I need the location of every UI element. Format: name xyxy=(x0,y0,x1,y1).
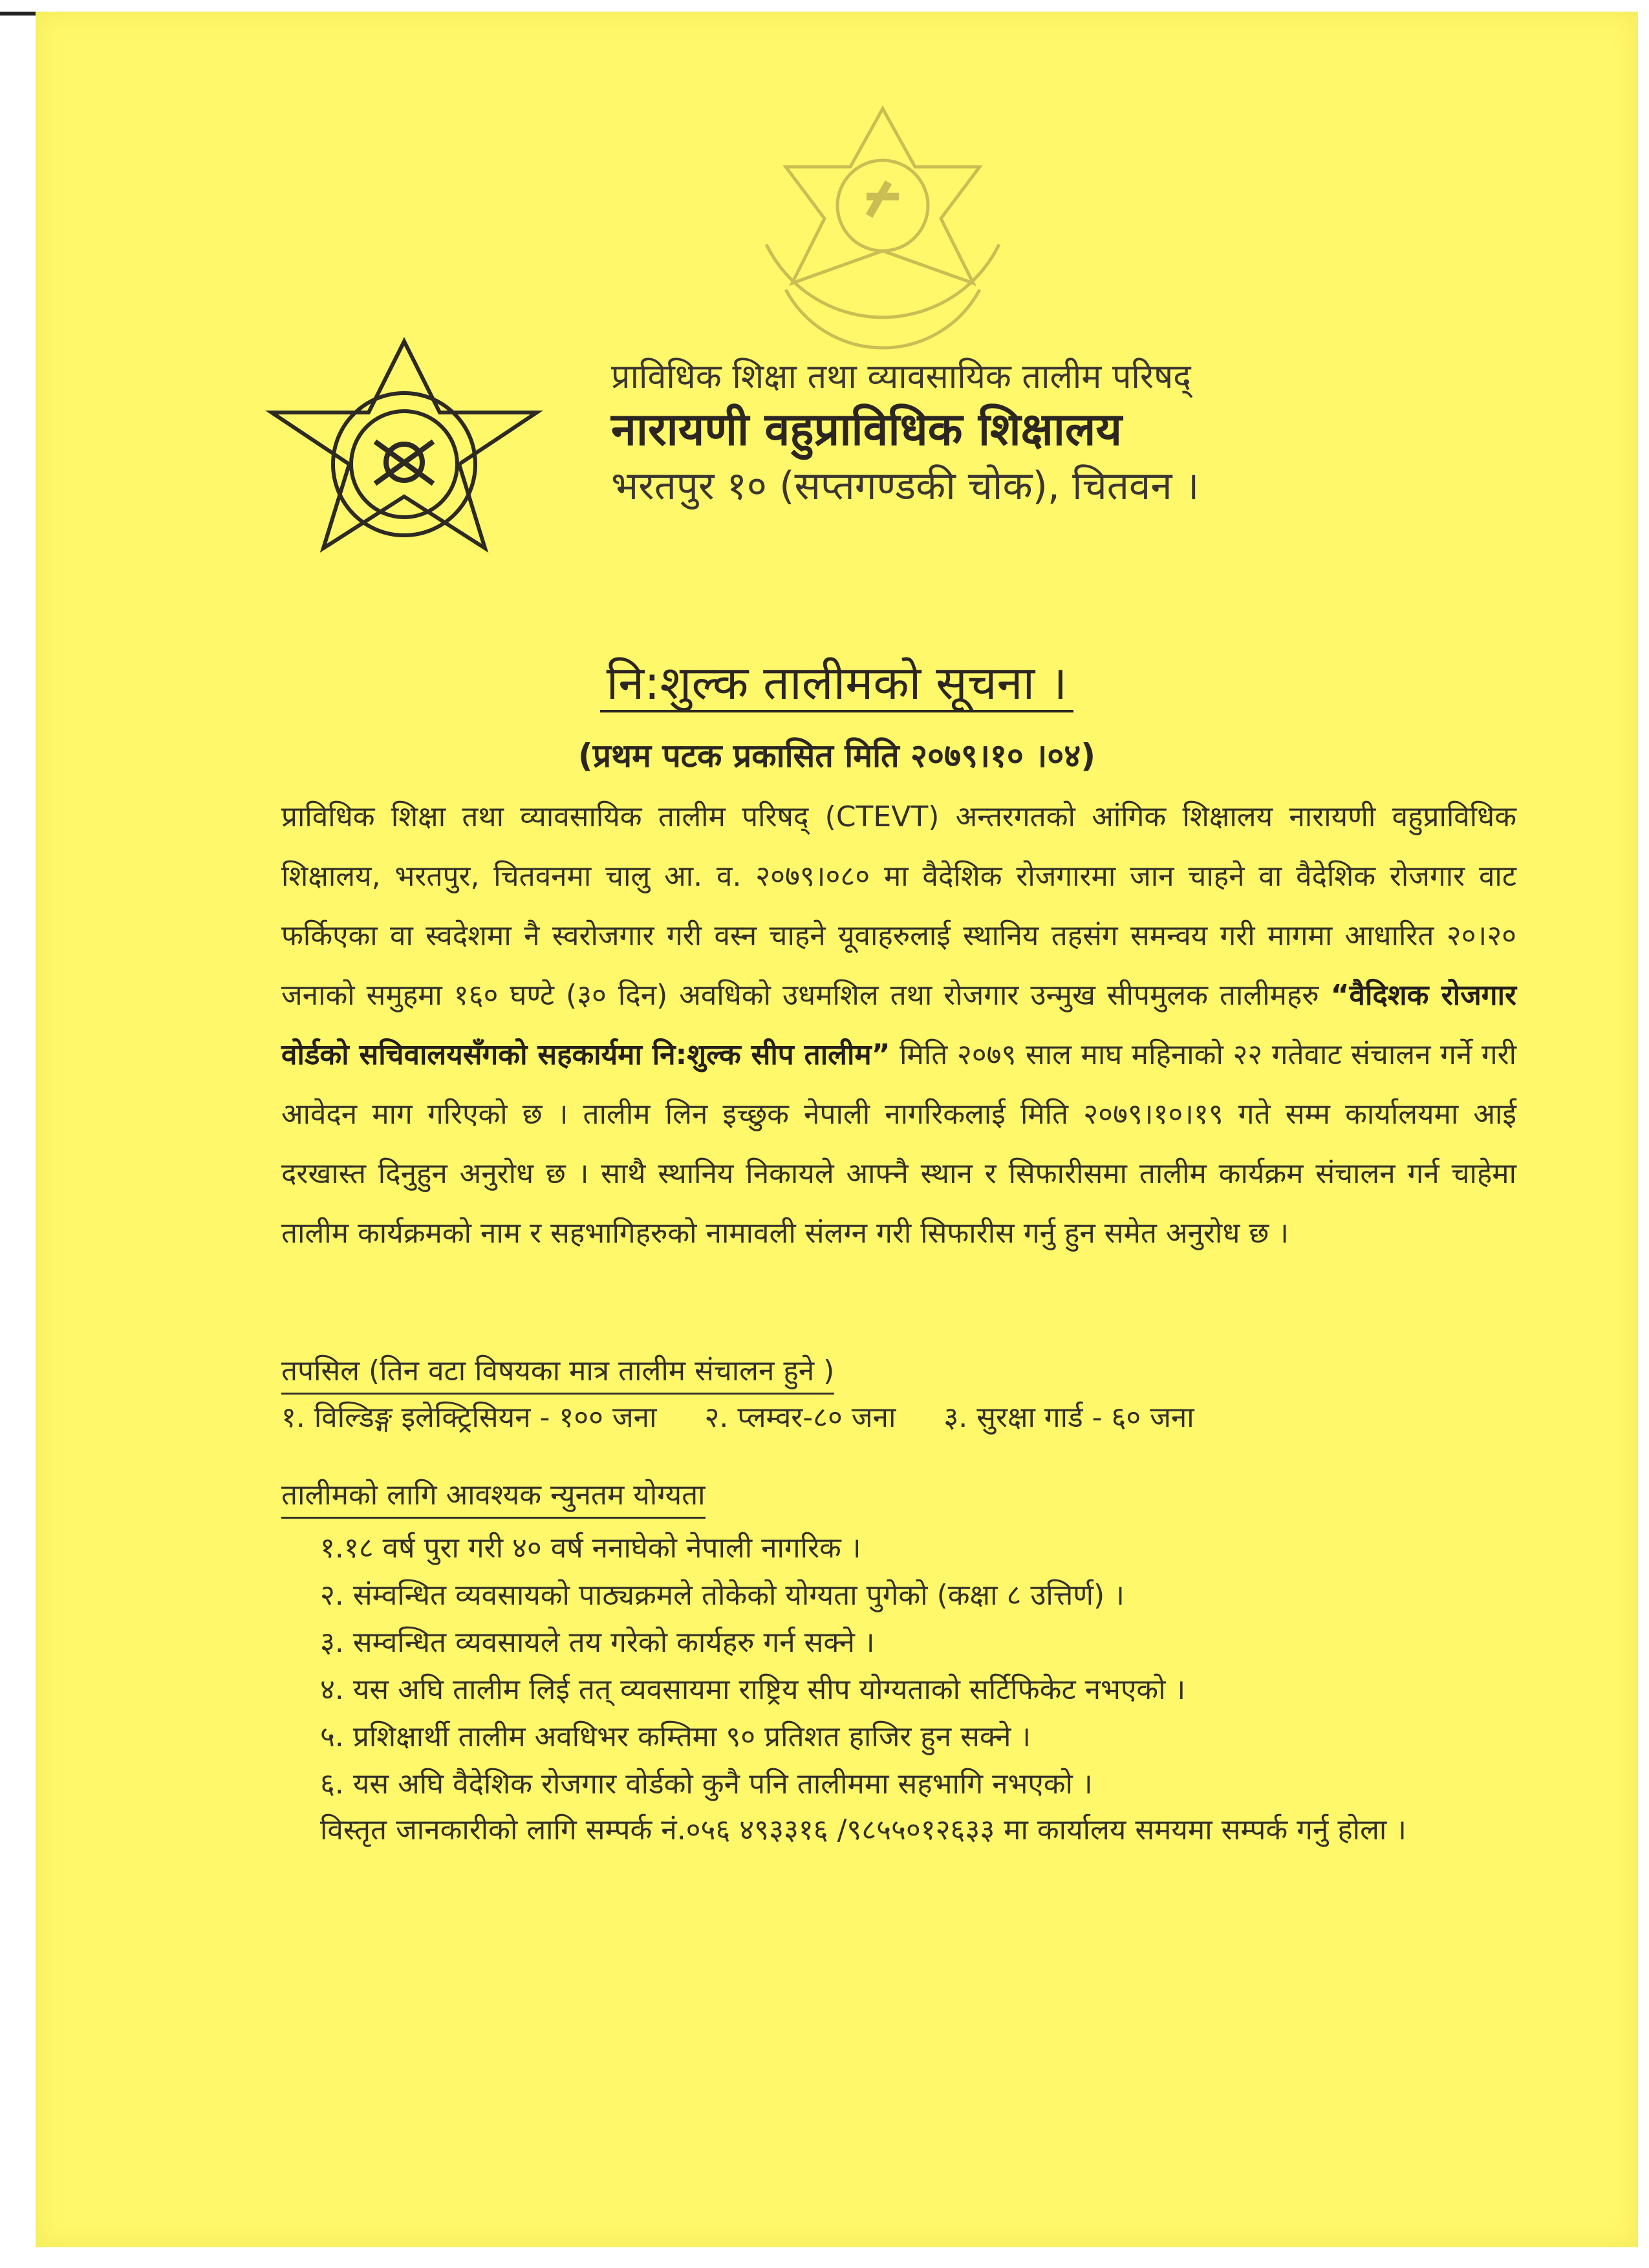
subject-item: १. विल्डिङ्ग इलेक्ट्रिसियन - १०० जना xyxy=(281,1401,657,1434)
subjects-list xyxy=(281,1396,1381,1439)
notice-title-wrap xyxy=(36,652,1638,714)
qualification-item: ४. यस अघि तालीम लिई तत् व्यवसायमा राष्ट्रिय सीप योग्यताको सर्टिफिकेट नभएको । xyxy=(320,1673,1186,1706)
qualifications-heading: तालीमको लागि आवश्यक न्युनतम योग्यता xyxy=(281,1474,706,1519)
qualifications-list xyxy=(320,1524,1523,1808)
qualification-item: १.१८ वर्ष पुरा गरी ४० वर्ष ननाघेको नेपाली नागरिक । xyxy=(320,1532,861,1565)
notice-body-end: मिति २०७९ साल माघ महिनाको २२ गतेवाट संचालन गर्ने गरी आवेदन माग गरिएको छ । तालीम लिन इच्छुक नेपाली नागरिकलाई मिति २०७९।१०।१९ गते सम्म कार्यालयमा आई दरखास्त दिनुहुन अनुरोध छ । साथै स्थानिय निकायले आफ्नै स्थान र सिफारीसमा तालीम कार्यक्रम संचालन गर्न चाहेमा तालीम कार्यक्रमको नाम र सहभागिहरुको नामावली संलग्न गरी सिफारीस गर्नु हुन समेत अनुरोध छ । xyxy=(281,1038,1516,1250)
notice-body-start: प्राविधिक शिक्षा तथा व्यावसायिक तालीम परिषद् (CTEVT) अन्तरगतको आंगिक शिक्षालय नारायणी वहुप्राविधिक शिक्षालय, भरतपुर, चितवनमा चालु आ. व. २०७९।०८० मा वैदेशिक रोजगारमा जान चाहने वा वैदेशिक रोजगार वाट फर्किएका वा स्वदेशमा नै स्वरोजगार गरी वस्न चाहने यूवाहरुलाई स्थानिय तहसंग समन्वय गरी मागमा आधारित २०।२० जनाको समुहमा १६० घण्टे (३० दिन) अवधिको उधमशिल तथा रोजगार उन्मुख सीपमुलक तालीमहरु xyxy=(281,800,1516,1012)
notice-sheet xyxy=(36,12,1638,2247)
qualification-item: ५. प्रशिक्षार्थी तालीम अवधिभर कम्तिमा ९० प्रतिशत हाजिर हुन सक्ने । xyxy=(320,1720,1031,1753)
subject-item: ३. सुरक्षा गार्ड - ६० जना xyxy=(943,1401,1194,1434)
ctevt-star-logo xyxy=(262,335,546,613)
qualification-item: ६. यस अघि वैदेशिक रोजगार वोर्डको कुनै पनि तालीममा सहभागि नभएको । xyxy=(320,1768,1093,1801)
qualification-item: २. संम्वन्धित व्यवसायको पाठ्यक्रमले तोकेको योग्यता पुगेको (कक्षा ८ उत्तिर्ण) । xyxy=(320,1579,1125,1612)
office-seal-stamp xyxy=(727,96,1038,367)
college-address: भरतपुर १० (सप्तगण्डकी चोक), चितवन । xyxy=(611,464,1200,509)
college-name: नारायणी वहुप्राविधिक शिक्षालय xyxy=(611,403,1122,456)
scan-edge-mark xyxy=(0,12,36,16)
notice-body-highlight: “वैदिशक रोजगार वोर्डको सचिवालयसँगको सहकार्यमा नि:शुल्क सीप तालीम” xyxy=(281,979,1516,1071)
qualification-item: ३. सम्वन्धित व्यवसायले तय गरेको कार्यहरु गर्न सक्ने । xyxy=(320,1626,875,1659)
publication-date: (प्रथम पटक प्रकासित मिति २०७९।१० ।०४) xyxy=(577,737,1096,775)
council-name: प्राविधिक शिक्षा तथा व्यावसायिक तालीम परिषद् xyxy=(611,358,1191,396)
notice-title: नि:शुल्क तालीमको सूचना । xyxy=(600,656,1074,712)
subject-item: २. प्लम्वर-८० जना xyxy=(704,1401,896,1434)
subjects-heading: तपसिल (तिन वटा विषयका मात्र तालीम संचालन हुने ) xyxy=(281,1350,834,1395)
notice-body xyxy=(281,787,1516,1263)
contact-info: विस्तृत जानकारीको लागि सम्पर्क नं.०५६ ४९३३१६ /९८५५०१२६३३ मा कार्यालय समयमा सम्पर्क गर्नु होला । xyxy=(320,1813,1406,1846)
institution-header xyxy=(611,354,1452,513)
